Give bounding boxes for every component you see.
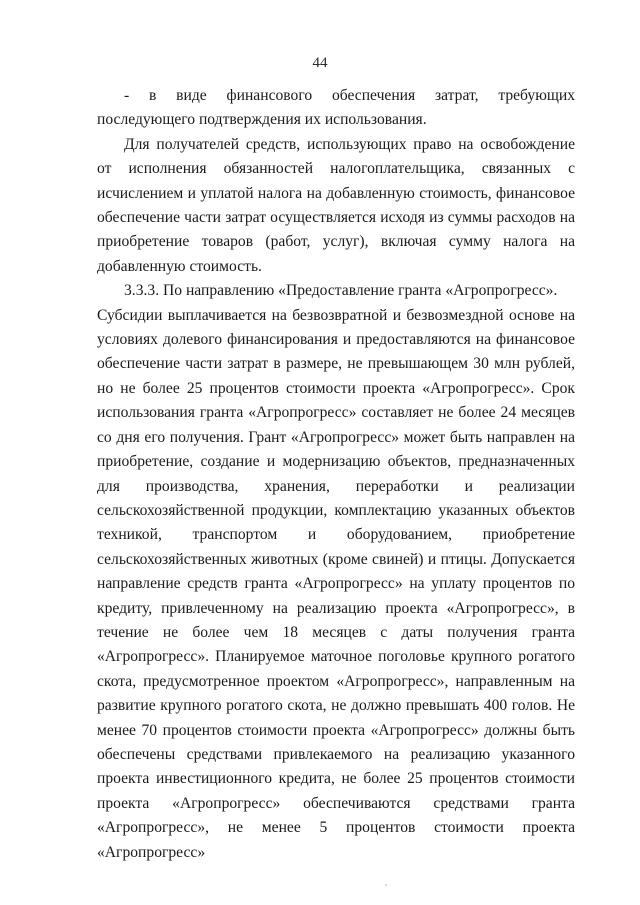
page-number: 44 — [312, 55, 328, 71]
paragraph-vat-exemption: Для получателей средств, использующих право на освобождение от исполнения обязанностей налогоплательщика, связанных с исчислением и уплатой налога на добавленную стоимость, финансовое обеспечение части затрат осуществляется исходя из суммы расходов на приобретение товаров (работ, услуг), включая сумму налога на добавленную стоимость. — [97, 135, 575, 275]
scan-speck — [385, 884, 387, 886]
paragraph-agroprogress-grant-terms: Субсидии выплачивается на безвозвратной и безвозмездной основе на условиях долевого финансирования и предоставляются на финансовое обеспечение части затрат в размере, не превышающем 30 млн рублей, но не более 25 процентов стоимости проекта «Агропрогресс». Срок использования гранта «Агропрогресс» составляет не более 24 месяцев со дня его получения. Грант «Агропрогресс» может быть направлен на приобретение, создание и модернизацию объектов, предназначенных для производства, хранения, переработки и реализации сельскохозяйственной продукции, комплектацию указанных объектов техникой, транспортом и оборудованием, приобретение сельскохозяйственных животных (кроме свиней) и птицы. Допускается направление средств гранта «Агропрогресс» на уплату процентов по кредиту, привлеченному на реализацию проекта «Агропрогресс», в течение не более чем 18 месяцев с даты получения гранта «Агропрогресс». Планируемое маточное поголовье крупного рогатого скота, предусмотренное проектом «Агропрогресс», направленным на развитие крупного рогатого скота, не должно превышать 400 голов. Не менее 70 процентов стоимости проекта «Агропрогресс» должны быть обеспечены средствами привлекаемого на реализацию указанного проекта инвестиционного кредита, не более 25 процентов стоимости проекта «Агропрогресс» обеспечиваются средствами гранта «Агропрогресс», не менее 5 процентов стоимости проекта «Агропрогресс» — [97, 306, 575, 861]
section-heading-agroprogress: 3.3.3. По направлению «Предоставление гранта «Агропрогресс». — [124, 282, 558, 300]
paragraph-financial-support-form: - в виде финансового обеспечения затрат, требующих последующего подтверждения их использования. — [97, 87, 575, 129]
body-text — [97, 84, 575, 865]
